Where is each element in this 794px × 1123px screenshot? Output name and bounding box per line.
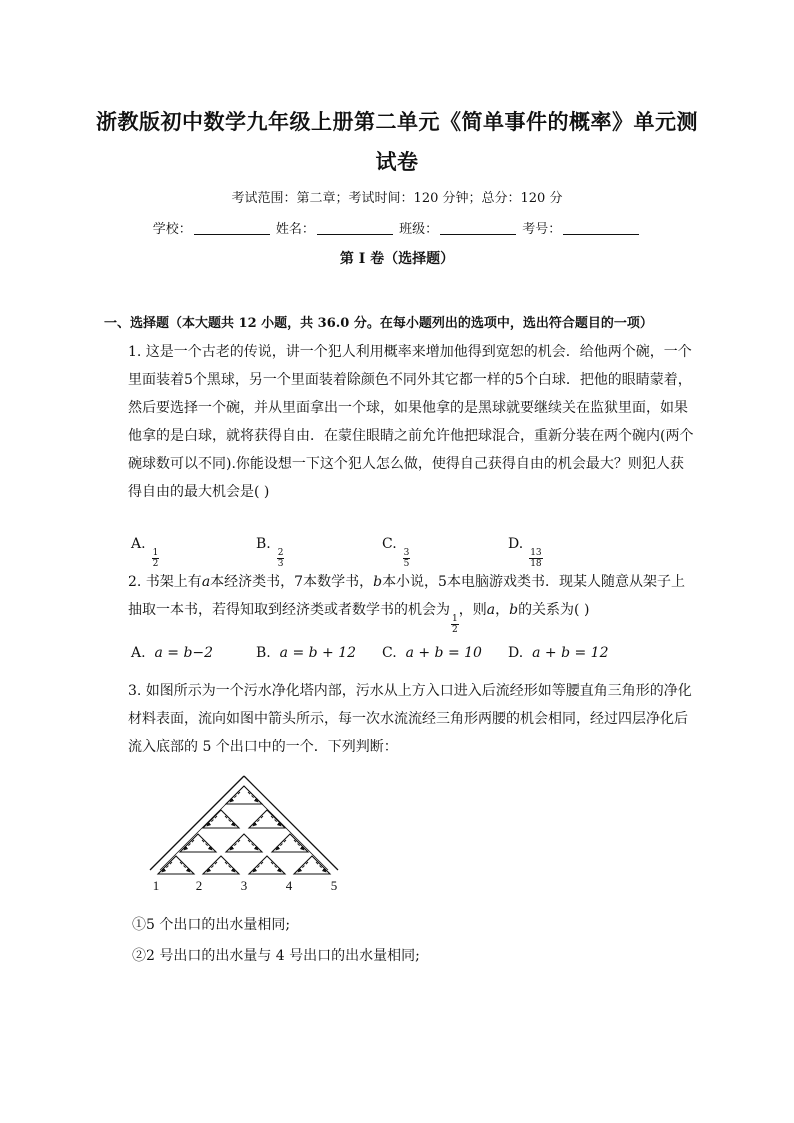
q2-option-d[interactable]: D. a + b = 12	[508, 645, 609, 661]
filter-triangle	[203, 810, 285, 828]
fraction: $\frac{1}{2}$	[152, 548, 159, 569]
number-blank[interactable]	[563, 222, 639, 235]
exam-title-line1: 浙教版初中数学九年级上册第二单元《简单事件的概率》单元测	[96, 109, 698, 134]
q2-option-b[interactable]: B. a = b + 12	[256, 645, 357, 661]
school-blank[interactable]	[194, 222, 270, 235]
outlet-label: 4	[285, 878, 293, 893]
outlet-label: 1	[152, 878, 160, 893]
option-label: C.	[382, 536, 397, 552]
question-3	[128, 677, 692, 761]
q1-option-d[interactable]	[508, 536, 543, 569]
question-1-line: 碗球数可以不同).你能设想一下这个犯人怎么做，使得自己获得自由的机会最大？则犯人获	[128, 456, 684, 472]
purification-tower-diagram	[140, 770, 350, 896]
tower-right-wall	[244, 776, 338, 870]
option-label: B.	[256, 536, 271, 552]
fraction: $\frac{3}{5}$	[403, 548, 410, 569]
outlet-label: 2	[195, 878, 203, 893]
option-label: D.	[508, 536, 524, 552]
fraction: $\frac{13}{18}$	[530, 548, 542, 569]
name-blank[interactable]	[317, 222, 393, 235]
q2-option-a[interactable]: A. a = b−2	[131, 645, 214, 661]
exam-title-line2: 试卷	[375, 149, 419, 174]
fraction: $\frac{1}{2}$	[452, 614, 458, 635]
statement-2: ②2 号出口的出水量与 4 号出口的出水量相同;	[132, 948, 420, 964]
question-2	[128, 568, 684, 635]
question-3-line: 材料表面，流向如图中箭头所示，每一次水流流经三角形两腰的机会相同，经过四层净化后	[128, 711, 688, 727]
outlet-label: 5	[330, 878, 338, 893]
statement-1: ①5 个出口的出水量相同;	[132, 917, 291, 933]
question-1-line: 里面装着5个黑球，另一个里面装着除颜色不同外其它都一样的5个白球．把他的眼睛蒙着，	[128, 372, 692, 388]
question-1-line: 然后要选择一个碗，并从里面拿出一个球，如果他拿的是黑球就要继续关在监狱里面，如果	[128, 400, 688, 416]
section-heading: 一、选择题（本大题共 12 小题，共 36.0 分。在每小题列出的选项中，选出符合题目的一项）	[104, 316, 653, 331]
question-3-line: 3. 如图所示为一个污水净化塔内部，污水从上方入口进入后流经形如等腰直角三角形的净化	[128, 683, 692, 699]
question-1-line: 得自由的最大机会是( )	[128, 484, 270, 500]
filter-triangle	[158, 856, 330, 874]
fraction: $\frac{2}{3}$	[277, 548, 284, 569]
question-1-line: 1. 这是一个古老的传说，讲一个犯人利用概率来增加他得到宽恕的机会．给他两个碗，一个	[128, 344, 692, 360]
question-1-line: 他拿的是白球，就将获得自由．在蒙住眼睛之前允许他把球混合，重新分装在两个碗内(两个	[128, 428, 694, 444]
option-label: A.	[131, 536, 146, 552]
q1-option-b[interactable]	[256, 536, 284, 569]
outlet-label: 3	[240, 878, 248, 893]
number-label: 考号：	[522, 222, 562, 237]
name-label: 姓名：	[275, 222, 315, 237]
q1-option-a[interactable]	[131, 536, 159, 569]
q1-option-c[interactable]	[382, 536, 410, 569]
question-3-line: 流入底部的 5 个出口中的一个．下列判断：	[128, 739, 398, 755]
student-fields	[0, 218, 794, 237]
filter-triangle	[180, 834, 308, 852]
class-label: 班级：	[399, 222, 439, 237]
tower-left-wall	[150, 776, 244, 870]
exam-meta: 考试范围：第二章；考试时间：120 分钟；总分：120 分	[231, 191, 563, 206]
class-blank[interactable]	[440, 222, 516, 235]
question-2-line1: 2. 书架上有a本经济类书，7本数学书，b本小说，5本电脑游戏类书．现某人随意从架子上	[128, 574, 685, 590]
school-label: 学校：	[152, 222, 192, 237]
question-1	[128, 338, 694, 506]
volume-heading: 第 I 卷（选择题）	[339, 251, 455, 267]
question-2-line2: 抽取一本书，若得知取到经济类或者数学书的机会为 $\frac{1}{2}$ ，则a，b的关系为( )	[128, 602, 590, 635]
q2-option-c[interactable]: C. a + b = 10	[382, 645, 482, 661]
